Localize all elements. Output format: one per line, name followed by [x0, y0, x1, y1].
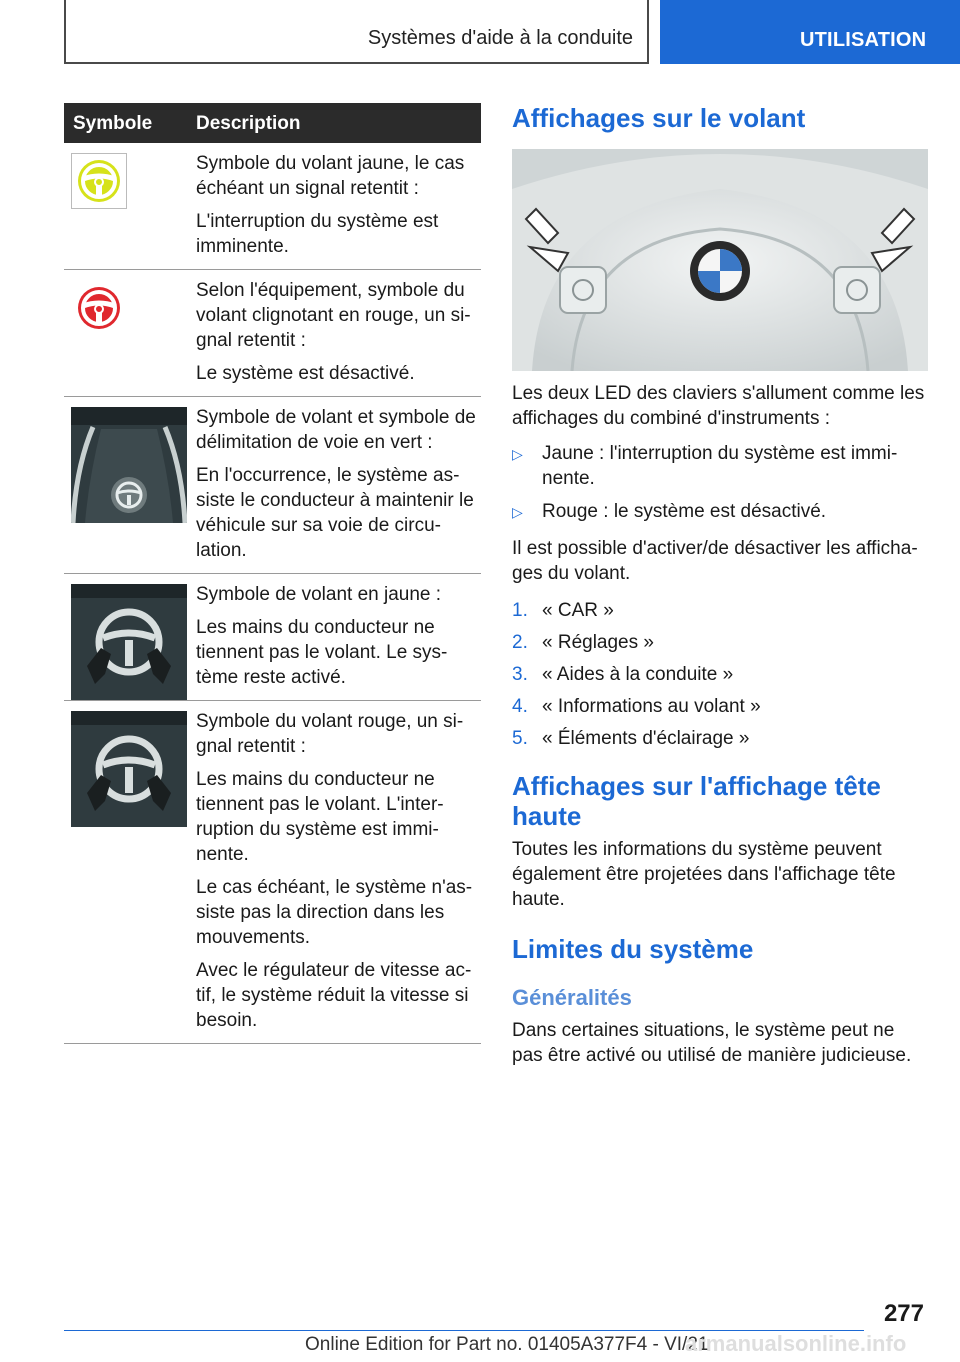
watermark: armanualsonline.info — [685, 1331, 907, 1356]
row-4-line-1: Symbole de volant en jaune : — [196, 584, 442, 605]
row-2-line-2: Le système est désactivé. — [196, 363, 415, 384]
list-item: 1. « CAR » — [512, 600, 614, 621]
table-row — [64, 574, 481, 701]
table-row — [64, 701, 481, 1044]
row-5-line-3: Le cas échéant, le système n'as-siste pas la direction dans les mouvements. — [196, 877, 473, 948]
table-row — [64, 270, 481, 397]
header-section-box — [64, 0, 649, 64]
table-row — [64, 143, 481, 270]
heading-system-limits: Limites du système — [512, 934, 754, 964]
row-3-line-1: Symbole de volant et symbole de délimitation de voie en vert : — [196, 407, 476, 453]
row-1-line-1: Symbole du volant jaune, le cas échéant un signal retentit : — [196, 153, 465, 199]
steering-wheel-red-icon — [71, 280, 127, 341]
list-item: ▷ Rouge : le système est désactivé. — [512, 499, 928, 524]
row-4-line-2: Les mains du conducteur ne tiennent pas le volant. Le sys-tème reste activé. — [196, 617, 448, 688]
right-column — [512, 103, 928, 1068]
table-header — [64, 103, 481, 143]
row-5-line-1: Symbole du volant rouge, un si-gnal retentit : — [196, 711, 464, 757]
lane-wheel-green-icon — [71, 407, 187, 528]
heading-general: Généralités — [512, 985, 632, 1010]
row-5-line-2: Les mains du conducteur ne tiennent pas le volant. L'inter-ruption du système est immi-nente. — [196, 769, 444, 865]
header-section-title: Systèmes d'aide à la conduite — [367, 27, 633, 49]
general-description: Dans certaines situations, le système peut ne pas être activé ou utilisé de manière judicieuse. — [512, 1020, 912, 1066]
row-1-line-2: L'interruption du système est imminente. — [196, 211, 439, 257]
list-item: 5. « Éléments d'éclairage » — [512, 728, 750, 749]
row-3-line-2: En l'occurrence, le système as-siste le conducteur à maintenir le véhicule sur sa voie de circu-lation. — [196, 465, 474, 561]
led-description: Les deux LED des claviers s'allument comme les affichages du combiné d'instruments : — [512, 383, 925, 429]
table-row — [64, 397, 481, 574]
hud-description: Toutes les informations du système peuvent également être projetées dans l'affichage tête haute. — [512, 839, 896, 910]
col-symbol-header: Symbole — [73, 113, 153, 134]
steering-wheel-illustration — [512, 149, 928, 371]
row-5-line-4: Avec le régulateur de vitesse ac-tif, le système réduit la vitesse si besoin. — [196, 960, 472, 1031]
menu-steps-list — [512, 598, 928, 751]
hands-off-yellow-icon — [71, 584, 187, 705]
hands-off-red-icon — [71, 711, 187, 832]
list-item: 3. « Aides à la conduite » — [512, 664, 734, 685]
col-description-header: Description — [196, 113, 301, 134]
led-color-list — [512, 441, 928, 524]
list-item: ▷ Jaune : l'interruption du système est immi-nente. — [512, 443, 898, 489]
heading-wheel-displays: Affichages sur le volant — [512, 103, 806, 133]
header-tab-label: UTILISATION — [800, 29, 927, 51]
triangle-bullet-icon: ▷ — [512, 446, 523, 462]
list-item: 4. « Informations au volant » — [512, 696, 761, 717]
list-item: 2. « Réglages » — [512, 632, 654, 653]
steering-wheel-yellow-icon — [71, 153, 127, 214]
symbol-table — [64, 103, 481, 1044]
footer-edition: Online Edition for Part no. 01405A377F4 - VI/21 — [305, 1334, 709, 1355]
header-tab-utilisation[interactable] — [660, 0, 960, 64]
toggle-description: Il est possible d'activer/de désactiver les afficha-ges du volant. — [512, 538, 918, 584]
page-number: 277 — [883, 1300, 924, 1327]
triangle-bullet-icon: ▷ — [512, 504, 523, 520]
row-2-line-1: Selon l'équipement, symbole du volant clignotant en rouge, un si-gnal retentit : — [196, 280, 471, 351]
heading-hud-displays: Affichages sur l'affichage tête haute — [512, 771, 881, 831]
